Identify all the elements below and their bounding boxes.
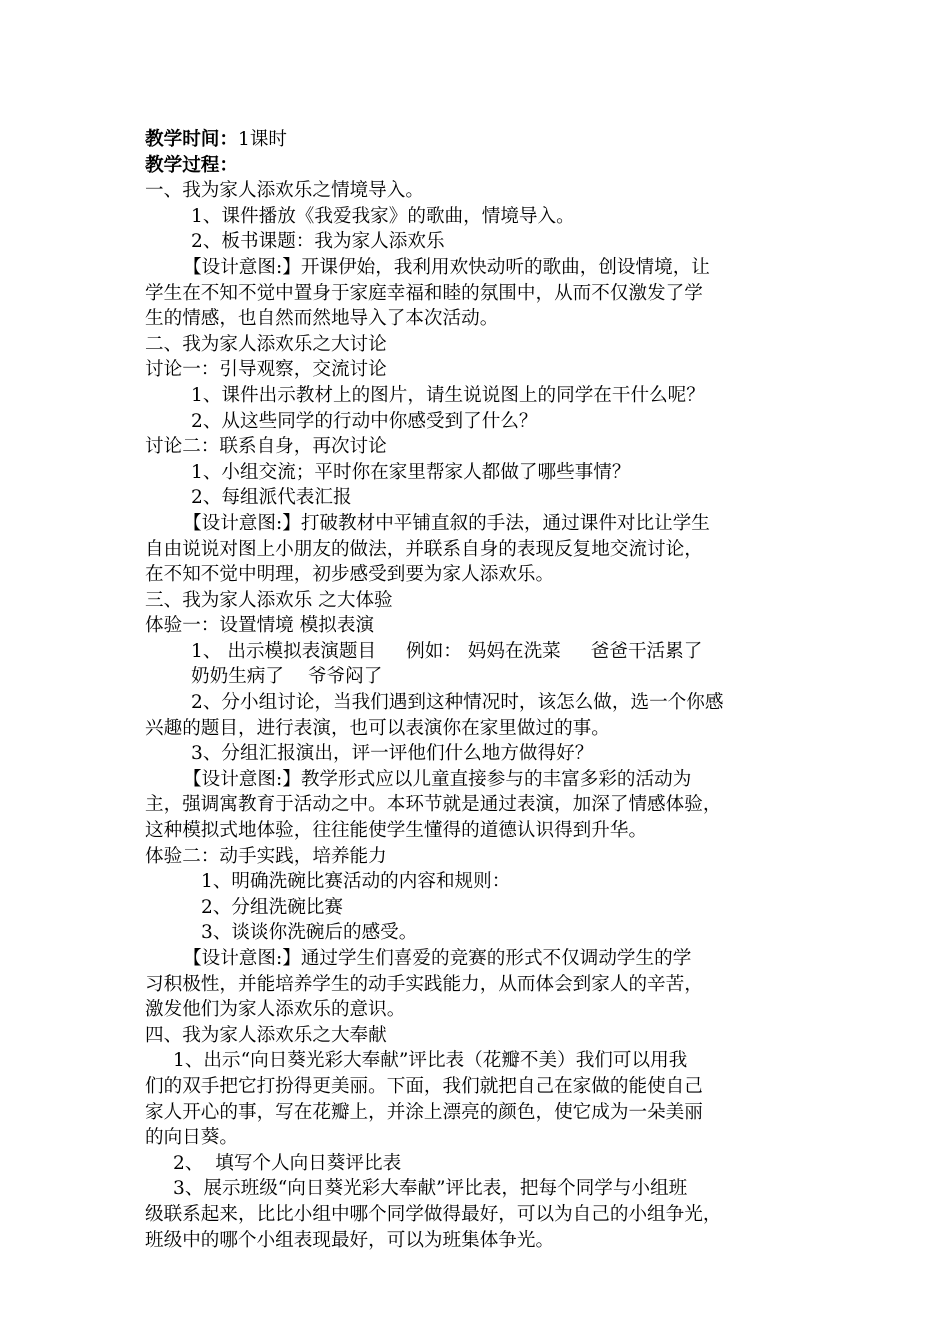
- discussion-2-item-2: 2、每组派代表汇报: [191, 487, 352, 509]
- section-3-title: 三、我为家人添欢乐 之大体验: [145, 589, 393, 611]
- experience-1-example-1: 例如： 妈妈在洗菜: [406, 640, 561, 662]
- experience-1-item-3: 3、分组汇报演出，评一评他们什么地方做得好？: [191, 743, 594, 765]
- teaching-time-label: 教学时间：: [145, 129, 238, 150]
- section-3-intent-1-line-2: 主，强调寓教育于活动之中。本环节就是通过表演，加深了情感体验，: [145, 794, 722, 816]
- section-1-intent-line-1: 【设计意图:】开课伊始，我利用欢快动听的歌曲，创设情境，让: [183, 256, 710, 278]
- experience-1-item-2-line-1: 2、分小组讨论，当我们遇到这种情况时，该怎么做，选一个你感: [191, 692, 724, 714]
- section-3-intent-2-line-1: 【设计意图:】通过学生们喜爱的竞赛的形式不仅调动学生的学: [183, 948, 692, 969]
- section-1-title: 一、我为家人添欢乐之情境导入。: [145, 180, 424, 202]
- section-3-intent-2-line-2: 习积极性，并能培养学生的动手实践能力，从而体会到家人的辛苦，: [145, 973, 703, 995]
- section-4-item-1-line-3: 家人开心的事，写在花瓣上，并涂上漂亮的颜色，使它成为一朵美丽: [145, 1101, 703, 1123]
- discussion-1-title: 讨论一：引导观察，交流讨论: [145, 359, 387, 381]
- lesson-content: [145, 127, 815, 1253]
- experience-1-example-2: 爸爸干活累了: [590, 640, 703, 662]
- section-4-item-3-line-2: 级联系起来，比比小组中哪个同学做得最好，可以为自己的小组争光，: [145, 1203, 722, 1225]
- discussion-1-item-2: 2、从这些同学的行动中你感受到了什么？: [191, 410, 538, 432]
- experience-2-item-3: 3、谈谈你洗碗后的感受。: [201, 922, 418, 944]
- experience-2-item-1: 1、明确洗碗比赛活动的内容和规则：: [201, 871, 511, 893]
- experience-1-example-3: 奶奶生病了: [191, 666, 284, 688]
- section-2-intent-line-3: 在不知不觉中明理，初步感受到要为家人添欢乐。: [145, 564, 555, 586]
- experience-1-item-1-cont: [145, 664, 815, 690]
- experience-2-title: 体验二：动手实践，培养能力: [145, 845, 387, 867]
- discussion-1-item-1: 1、课件出示教材上的图片，请生说说图上的同学在干什么呢？: [191, 384, 705, 406]
- section-3-intent-2-line-3: 激发他们为家人添欢乐的意识。: [145, 999, 406, 1021]
- experience-1-item-1-label: 1、 出示模拟表演题目: [191, 640, 377, 662]
- section-4-item-1-line-1: 1、出示“向日葵光彩大奉献”评比表（花瓣不美）我们可以用我: [173, 1050, 688, 1072]
- teaching-time-value: 1课时: [237, 129, 288, 150]
- discussion-2-title: 讨论二：联系自身，再次讨论: [145, 436, 387, 458]
- section-4-item-3-line-1: 3、展示班级“向日葵光彩大奉献”评比表，把每个同学与小组班: [173, 1178, 688, 1200]
- section-2-intent-line-2: 自由说说对图上小朋友的做法，并联系自身的表现反复地交流讨论，: [145, 538, 703, 560]
- section-1-item-1: 1、课件播放《我爱我家》的歌曲，情境导入。: [191, 205, 575, 227]
- section-2-title: 二、我为家人添欢乐之大讨论: [145, 333, 387, 355]
- section-1-intent-line-3: 生的情感，也自然而然地导入了本次活动。: [145, 308, 499, 330]
- section-1-intent-line-2: 学生在不知不觉中置身于家庭幸福和睦的氛围中，从而不仅激发了学: [145, 282, 703, 304]
- section-3-intent-1-line-1: 【设计意图:】教学形式应以儿童直接参与的丰富多彩的活动为: [183, 768, 692, 790]
- experience-1-item-2-line-2: 兴趣的题目，进行表演，也可以表演你在家里做过的事。: [145, 717, 610, 739]
- experience-1-item-1: [145, 639, 815, 665]
- experience-2-item-2: 2、分组洗碗比赛: [201, 896, 343, 918]
- experience-1-example-4: 爷爷闷了: [307, 666, 383, 688]
- section-1-item-2: 2、板书课题：我为家人添欢乐: [191, 231, 445, 253]
- experience-1-title: 体验一：设置情境 模拟表演: [145, 615, 375, 637]
- teaching-time: [145, 127, 815, 153]
- section-4-item-3-line-3: 班级中的哪个小组表现最好，可以为班集体争光。: [145, 1229, 555, 1251]
- section-4-item-1-line-4: 的向日葵。: [145, 1127, 238, 1149]
- section-3-intent-1-line-3: 这种模拟式地体验，往往能使学生懂得的道德认识得到升华。: [145, 820, 648, 842]
- section-2-intent-line-1: 【设计意图:】打破教材中平铺直叙的手法，通过课件对比让学生: [183, 512, 710, 534]
- section-4-title: 四、我为家人添欢乐之大奉献: [145, 1024, 387, 1046]
- discussion-2-item-1: 1、小组交流；平时你在家里帮家人都做了哪些事情？: [191, 461, 631, 483]
- section-4-item-1-line-2: 们的双手把它打扮得更美丽。下面，我们就把自己在家做的能使自己: [145, 1075, 703, 1097]
- section-4-item-2: 2、 填写个人向日葵评比表: [173, 1152, 402, 1174]
- teaching-process-label: 教学过程：: [145, 154, 238, 176]
